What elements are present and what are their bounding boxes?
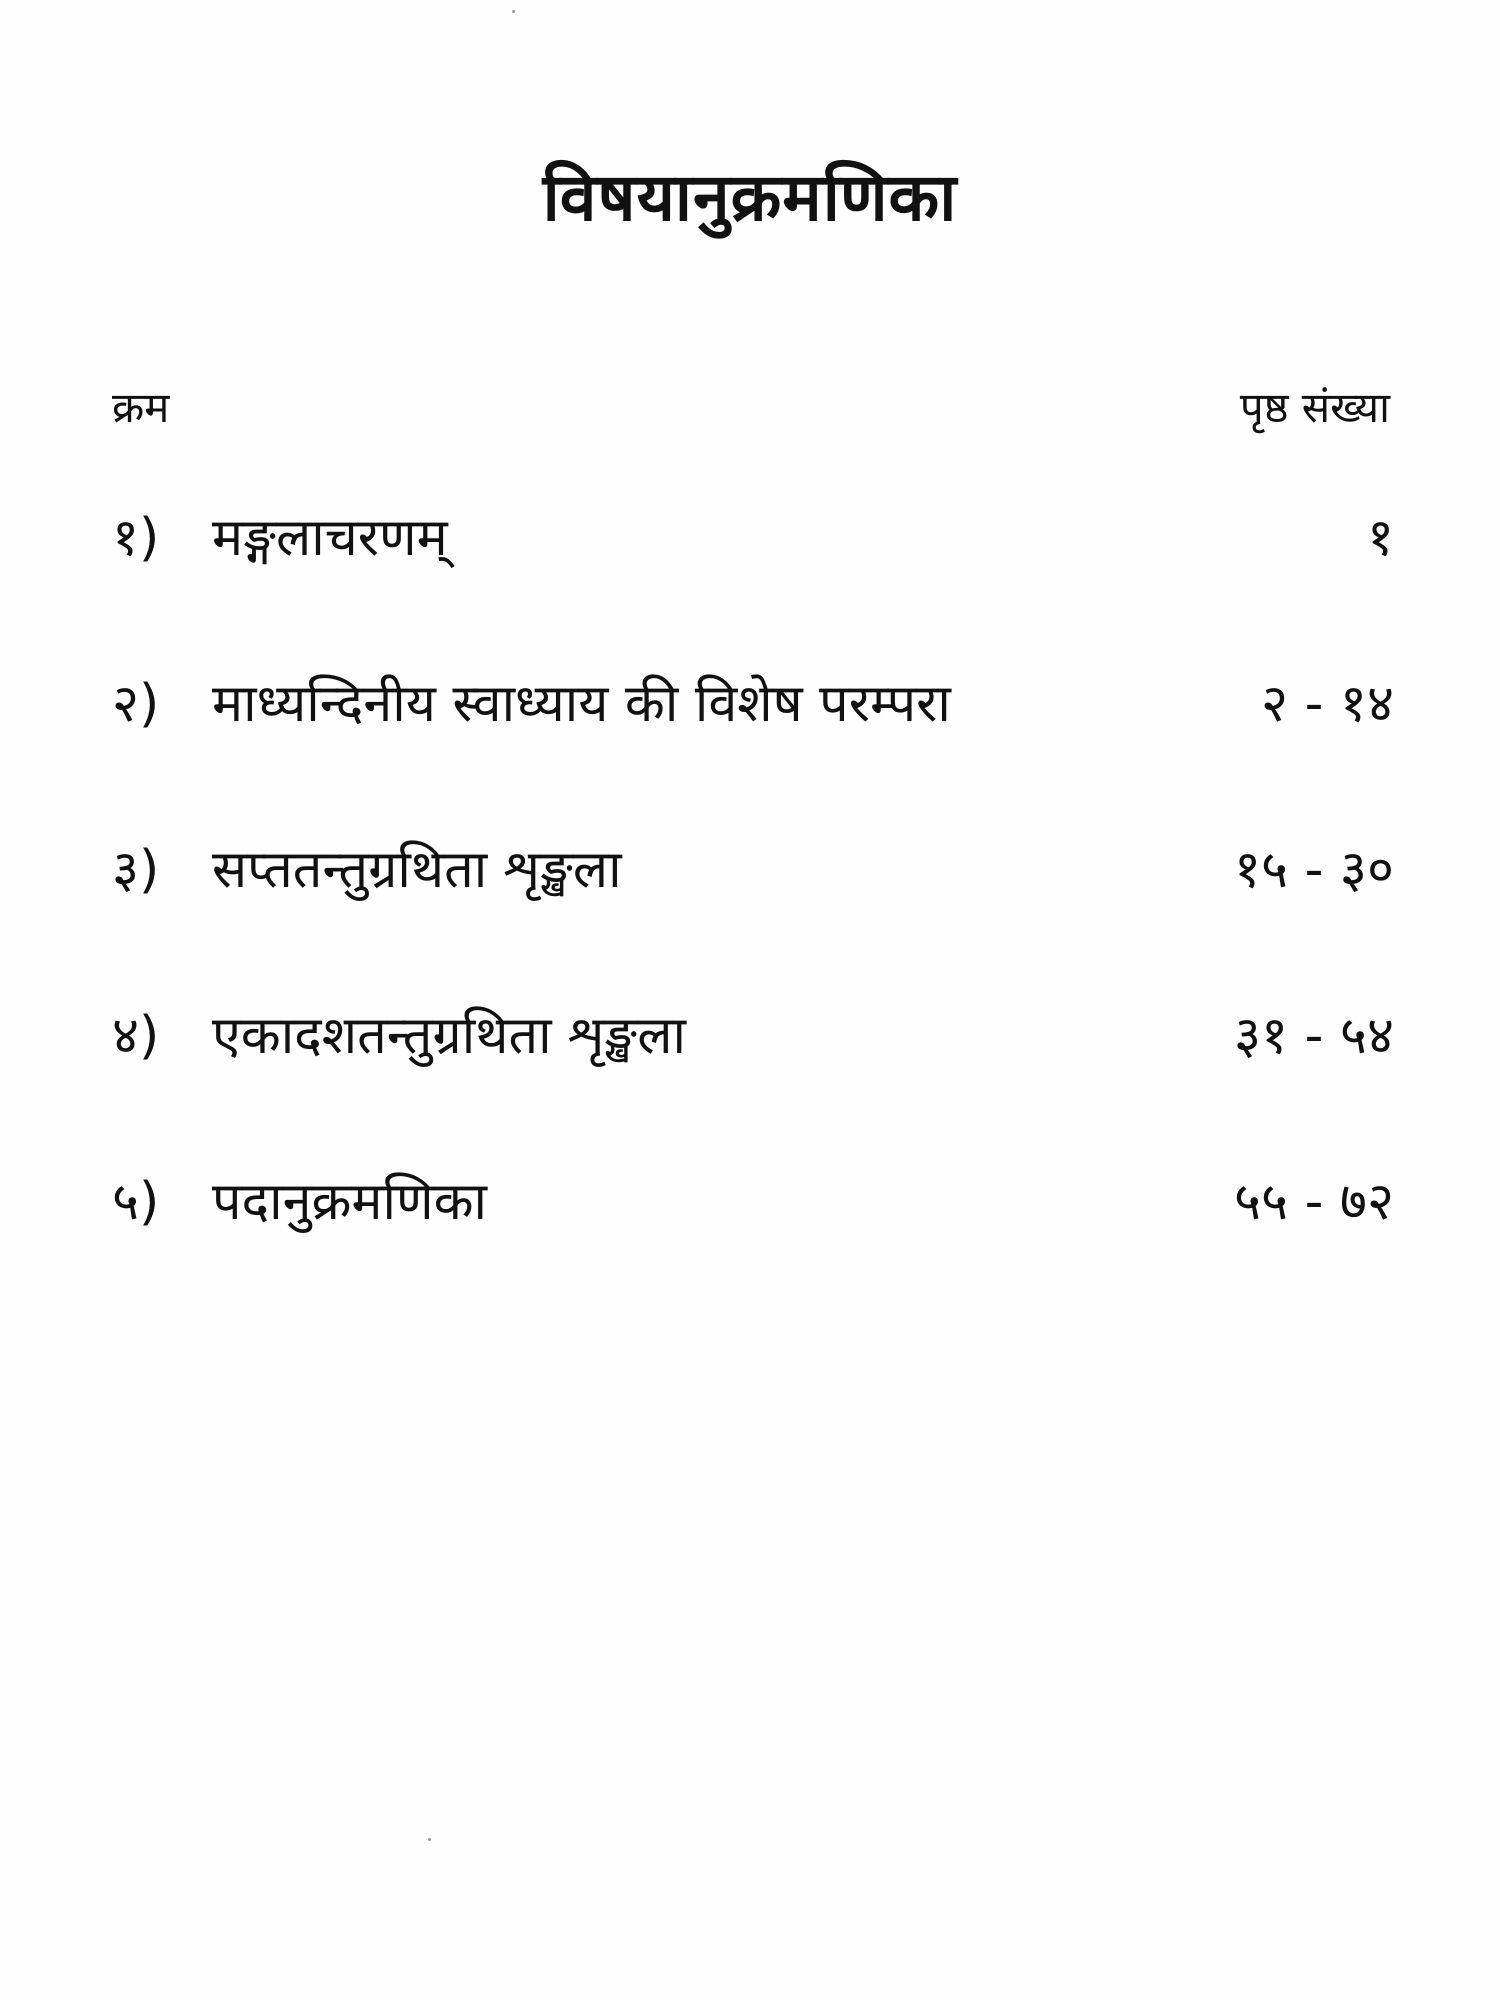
- contents-entry: [112, 500, 1394, 666]
- contents-entry: [112, 832, 1394, 998]
- entry-pages: १: [1366, 508, 1394, 568]
- entry-number: २): [112, 674, 160, 734]
- entry-number: ४): [112, 1006, 160, 1066]
- entry-title: एकादशतन्तुग्रथिता शृङ्खला: [212, 1006, 686, 1066]
- page-title: विषयानुक्रमणिका: [542, 159, 958, 236]
- entry-title: पदानुक्रमणिका: [212, 1172, 487, 1232]
- paper-speck: [428, 1838, 431, 1841]
- entry-number: ३): [112, 840, 160, 900]
- contents-entry: [112, 1164, 1394, 1330]
- entry-number: १): [112, 508, 160, 568]
- entry-title: मङ्गलाचरणम्: [212, 508, 448, 568]
- column-header-row: [112, 378, 1390, 448]
- serial-column-header: क्रम: [112, 383, 170, 432]
- entry-title: माध्यन्दिनीय स्वाध्याय की विशेष परम्परा: [212, 674, 951, 734]
- entry-pages: ३१ - ५४: [1234, 1006, 1394, 1066]
- entry-pages: १५ - ३०: [1234, 840, 1394, 900]
- contents-entry: [112, 998, 1394, 1164]
- entry-title: सप्ततन्तुग्रथिता शृङ्खला: [212, 840, 622, 900]
- entry-pages: २ - १४: [1261, 674, 1394, 734]
- paper-speck: [512, 10, 515, 13]
- page-number-column-header: पृष्ठ संख्या: [1239, 383, 1390, 432]
- contents-list: [112, 500, 1394, 1330]
- contents-entry: [112, 666, 1394, 832]
- entry-number: ५): [112, 1172, 160, 1232]
- entry-pages: ५५ - ७२: [1234, 1172, 1394, 1232]
